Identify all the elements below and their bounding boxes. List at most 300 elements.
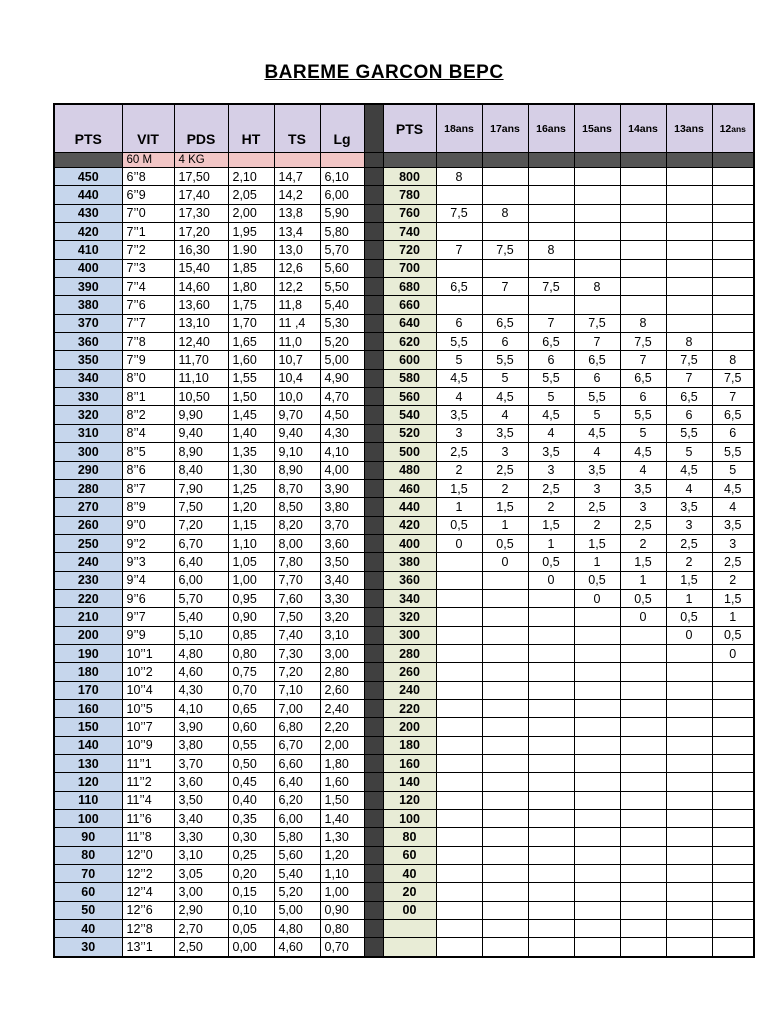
cell-age-14	[620, 901, 666, 919]
cell-ts: 13,8	[274, 204, 320, 222]
units-empty	[383, 153, 436, 168]
cell-age-15	[574, 718, 620, 736]
cell-ts: 14,2	[274, 186, 320, 204]
cell-age-15	[574, 791, 620, 809]
cell-age-15	[574, 699, 620, 717]
cell-ts: 7,50	[274, 608, 320, 626]
cell-pds: 13,10	[174, 314, 228, 332]
cell-age-13	[666, 920, 712, 938]
cell-pts2	[383, 920, 436, 938]
cell-vit: 7’’1	[122, 223, 174, 241]
cell-lg: 2,40	[320, 699, 364, 717]
cell-lg: 5,90	[320, 204, 364, 222]
table-row	[54, 296, 754, 314]
cell-pds: 4,10	[174, 699, 228, 717]
cell-pts: 440	[54, 186, 122, 204]
cell-age-12	[712, 736, 754, 754]
cell-lg: 5,20	[320, 333, 364, 351]
cell-ht: 1,40	[228, 424, 274, 442]
cell-pds: 5,40	[174, 608, 228, 626]
cell-ht: 1,65	[228, 333, 274, 351]
cell-age-13	[666, 204, 712, 222]
cell-age-12: 6,5	[712, 406, 754, 424]
separator-cell	[364, 846, 383, 864]
cell-pts: 90	[54, 828, 122, 846]
cell-pds: 7,50	[174, 498, 228, 516]
cell-ts: 7,20	[274, 663, 320, 681]
cell-age-15	[574, 663, 620, 681]
cell-age-13: 5,5	[666, 424, 712, 442]
cell-age-17	[482, 186, 528, 204]
cell-pts: 410	[54, 241, 122, 259]
cell-age-14	[620, 626, 666, 644]
cell-ts: 9,40	[274, 424, 320, 442]
cell-age-15	[574, 608, 620, 626]
cell-ts: 12,2	[274, 278, 320, 296]
cell-age-16	[528, 901, 574, 919]
cell-vit: 8’’0	[122, 369, 174, 387]
cell-lg: 2,80	[320, 663, 364, 681]
cell-pts2: 420	[383, 516, 436, 534]
cell-age-16: 3	[528, 461, 574, 479]
cell-age-15: 2	[574, 516, 620, 534]
cell-age-13: 6,5	[666, 388, 712, 406]
cell-ts: 12,6	[274, 259, 320, 277]
cell-ts: 8,90	[274, 461, 320, 479]
cell-pts: 30	[54, 938, 122, 957]
cell-age-14	[620, 718, 666, 736]
cell-age-13: 3	[666, 516, 712, 534]
cell-ht: 0,05	[228, 920, 274, 938]
cell-vit: 13’’1	[122, 938, 174, 957]
cell-age-13: 4	[666, 479, 712, 497]
header-age-17: 17ans	[482, 104, 528, 153]
cell-age-12	[712, 259, 754, 277]
units-empty	[482, 153, 528, 168]
cell-pds: 13,60	[174, 296, 228, 314]
cell-pts2: 520	[383, 424, 436, 442]
cell-age-15	[574, 168, 620, 186]
cell-pds: 7,20	[174, 516, 228, 534]
cell-age-16: 5	[528, 388, 574, 406]
table-row	[54, 644, 754, 662]
cell-ht: 0,00	[228, 938, 274, 957]
cell-age-14: 7	[620, 351, 666, 369]
cell-age-13: 0	[666, 626, 712, 644]
cell-age-14	[620, 223, 666, 241]
table-row	[54, 351, 754, 369]
cell-age-14: 1	[620, 571, 666, 589]
cell-vit: 10’’9	[122, 736, 174, 754]
cell-age-18: 1	[436, 498, 482, 516]
cell-age-13: 7	[666, 369, 712, 387]
cell-ts: 6,00	[274, 810, 320, 828]
cell-age-14: 4	[620, 461, 666, 479]
table-row	[54, 755, 754, 773]
cell-pts: 180	[54, 663, 122, 681]
cell-age-17	[482, 681, 528, 699]
cell-lg: 5,30	[320, 314, 364, 332]
table-row	[54, 938, 754, 957]
cell-age-18: 6	[436, 314, 482, 332]
cell-pds: 3,90	[174, 718, 228, 736]
cell-pts: 170	[54, 681, 122, 699]
units-empty	[54, 153, 122, 168]
cell-age-17	[482, 608, 528, 626]
cell-pts: 160	[54, 699, 122, 717]
cell-age-15	[574, 810, 620, 828]
cell-pds: 4,60	[174, 663, 228, 681]
cell-lg: 0,70	[320, 938, 364, 957]
cell-lg: 2,00	[320, 736, 364, 754]
cell-age-15	[574, 223, 620, 241]
bareme-table	[53, 103, 755, 958]
cell-pds: 3,05	[174, 865, 228, 883]
cell-age-17	[482, 296, 528, 314]
cell-pts2: 20	[383, 883, 436, 901]
cell-age-13	[666, 883, 712, 901]
cell-age-12	[712, 663, 754, 681]
cell-age-17: 0,5	[482, 534, 528, 552]
cell-age-16: 3,5	[528, 443, 574, 461]
cell-ts: 7,10	[274, 681, 320, 699]
cell-pts: 210	[54, 608, 122, 626]
units-empty	[528, 153, 574, 168]
separator-cell	[364, 663, 383, 681]
separator-cell	[364, 461, 383, 479]
cell-lg: 3,10	[320, 626, 364, 644]
cell-ts: 11,0	[274, 333, 320, 351]
cell-pts2: 560	[383, 388, 436, 406]
cell-pts2: 360	[383, 571, 436, 589]
table-row	[54, 589, 754, 607]
cell-pds: 11,10	[174, 369, 228, 387]
cell-pts2: 540	[383, 406, 436, 424]
table-row	[54, 571, 754, 589]
cell-pds: 3,40	[174, 810, 228, 828]
cell-age-14	[620, 846, 666, 864]
separator-cell	[364, 259, 383, 277]
cell-ts: 4,60	[274, 938, 320, 957]
header-age-12-number: 12	[719, 122, 732, 135]
cell-vit: 9’’9	[122, 626, 174, 644]
cell-lg: 1,40	[320, 810, 364, 828]
cell-lg: 2,20	[320, 718, 364, 736]
cell-pts2: 340	[383, 589, 436, 607]
cell-age-14	[620, 278, 666, 296]
cell-ts: 13,0	[274, 241, 320, 259]
cell-age-17: 5	[482, 369, 528, 387]
cell-ht: 1,25	[228, 479, 274, 497]
cell-pts2: 60	[383, 846, 436, 864]
cell-age-18	[436, 663, 482, 681]
cell-vit: 7’’6	[122, 296, 174, 314]
cell-ht: 0,10	[228, 901, 274, 919]
table-body	[54, 168, 754, 957]
cell-vit: 7’’4	[122, 278, 174, 296]
separator-cell	[364, 736, 383, 754]
cell-pts: 400	[54, 259, 122, 277]
cell-age-16: 2,5	[528, 479, 574, 497]
cell-pts2: 40	[383, 865, 436, 883]
cell-age-17	[482, 644, 528, 662]
cell-lg: 1,80	[320, 755, 364, 773]
cell-pds: 7,90	[174, 479, 228, 497]
table-row	[54, 846, 754, 864]
separator-cell	[364, 791, 383, 809]
cell-age-12	[712, 791, 754, 809]
cell-age-13	[666, 773, 712, 791]
cell-age-13	[666, 168, 712, 186]
cell-pts2: 160	[383, 755, 436, 773]
cell-age-16	[528, 168, 574, 186]
cell-age-17	[482, 736, 528, 754]
cell-age-14	[620, 663, 666, 681]
cell-age-12	[712, 846, 754, 864]
cell-age-12	[712, 699, 754, 717]
cell-ts: 8,20	[274, 516, 320, 534]
separator-cell	[364, 278, 383, 296]
separator-cell	[364, 351, 383, 369]
cell-age-15: 5	[574, 406, 620, 424]
header-age-16: 16ans	[528, 104, 574, 153]
separator-cell	[364, 168, 383, 186]
cell-vit: 8’’5	[122, 443, 174, 461]
cell-vit: 8’’4	[122, 424, 174, 442]
cell-age-13: 5	[666, 443, 712, 461]
table-row	[54, 810, 754, 828]
cell-vit: 9’’6	[122, 589, 174, 607]
cell-lg: 1,00	[320, 883, 364, 901]
cell-pts: 140	[54, 736, 122, 754]
cell-age-17	[482, 626, 528, 644]
cell-ts: 8,00	[274, 534, 320, 552]
cell-pds: 4,80	[174, 644, 228, 662]
cell-pts: 190	[54, 644, 122, 662]
header-age-14: 14ans	[620, 104, 666, 153]
cell-age-13	[666, 791, 712, 809]
cell-age-17	[482, 223, 528, 241]
cell-ts: 14,7	[274, 168, 320, 186]
cell-age-15	[574, 901, 620, 919]
cell-ht: 0,45	[228, 773, 274, 791]
cell-age-18	[436, 699, 482, 717]
cell-age-13	[666, 644, 712, 662]
cell-age-12: 2,5	[712, 553, 754, 571]
cell-age-16	[528, 920, 574, 938]
header-pds: PDS	[174, 104, 228, 153]
cell-ts: 5,80	[274, 828, 320, 846]
separator-cell	[364, 296, 383, 314]
cell-age-17: 4	[482, 406, 528, 424]
table-row	[54, 663, 754, 681]
cell-lg: 3,70	[320, 516, 364, 534]
table-row	[54, 241, 754, 259]
cell-age-16: 5,5	[528, 369, 574, 387]
cell-ht: 1.90	[228, 241, 274, 259]
cell-age-16	[528, 589, 574, 607]
cell-pts: 320	[54, 406, 122, 424]
cell-vit: 8’’7	[122, 479, 174, 497]
cell-pts: 330	[54, 388, 122, 406]
cell-age-15	[574, 828, 620, 846]
cell-ht: 1,85	[228, 259, 274, 277]
cell-age-13	[666, 663, 712, 681]
cell-ts: 4,80	[274, 920, 320, 938]
cell-age-17	[482, 938, 528, 957]
cell-age-14	[620, 883, 666, 901]
cell-lg: 1,20	[320, 846, 364, 864]
table-row	[54, 168, 754, 186]
cell-pds: 15,40	[174, 259, 228, 277]
cell-age-17: 8	[482, 204, 528, 222]
header-pts2: PTS	[383, 104, 436, 153]
cell-age-18	[436, 608, 482, 626]
cell-pts2: 460	[383, 479, 436, 497]
separator-cell	[364, 516, 383, 534]
cell-lg: 5,70	[320, 241, 364, 259]
cell-age-18	[436, 736, 482, 754]
cell-age-16	[528, 791, 574, 809]
cell-pds: 3,30	[174, 828, 228, 846]
cell-vit: 8’’1	[122, 388, 174, 406]
cell-age-14: 6,5	[620, 369, 666, 387]
cell-lg: 3,20	[320, 608, 364, 626]
table-row	[54, 278, 754, 296]
cell-ts: 6,20	[274, 791, 320, 809]
cell-vit: 12’’8	[122, 920, 174, 938]
table-row	[54, 920, 754, 938]
cell-ht: 0,90	[228, 608, 274, 626]
cell-age-14	[620, 828, 666, 846]
cell-ht: 0,85	[228, 626, 274, 644]
table-row	[54, 553, 754, 571]
cell-age-17: 6,5	[482, 314, 528, 332]
cell-vit: 9’’7	[122, 608, 174, 626]
cell-pds: 3,60	[174, 773, 228, 791]
cell-pts: 340	[54, 369, 122, 387]
cell-vit: 11’’8	[122, 828, 174, 846]
cell-vit: 8’’6	[122, 461, 174, 479]
cell-age-14: 5,5	[620, 406, 666, 424]
header-pts: PTS	[54, 104, 122, 153]
cell-pts: 220	[54, 589, 122, 607]
cell-age-18	[436, 553, 482, 571]
cell-age-12: 1	[712, 608, 754, 626]
separator-cell	[364, 883, 383, 901]
cell-ts: 10,7	[274, 351, 320, 369]
cell-pts: 100	[54, 810, 122, 828]
cell-ht: 0,25	[228, 846, 274, 864]
cell-age-15	[574, 241, 620, 259]
cell-ts: 6,60	[274, 755, 320, 773]
cell-age-13: 3,5	[666, 498, 712, 516]
cell-age-18	[436, 901, 482, 919]
cell-age-15: 5,5	[574, 388, 620, 406]
cell-age-13: 2	[666, 553, 712, 571]
cell-lg: 5,40	[320, 296, 364, 314]
cell-age-13	[666, 810, 712, 828]
cell-ht: 1,15	[228, 516, 274, 534]
cell-age-18: 4,5	[436, 369, 482, 387]
cell-ht: 0,75	[228, 663, 274, 681]
cell-pds: 6,70	[174, 534, 228, 552]
cell-age-17	[482, 571, 528, 589]
cell-pts: 110	[54, 791, 122, 809]
cell-age-16	[528, 223, 574, 241]
cell-pds: 17,40	[174, 186, 228, 204]
separator-cell	[364, 388, 383, 406]
cell-vit: 11’’2	[122, 773, 174, 791]
cell-vit: 7’’3	[122, 259, 174, 277]
cell-age-13	[666, 828, 712, 846]
cell-age-16	[528, 186, 574, 204]
cell-age-14: 2	[620, 534, 666, 552]
cell-pts2: 580	[383, 369, 436, 387]
cell-age-18	[436, 644, 482, 662]
cell-vit: 9’’4	[122, 571, 174, 589]
cell-pts2: 120	[383, 791, 436, 809]
cell-lg: 0,90	[320, 901, 364, 919]
cell-age-13: 7,5	[666, 351, 712, 369]
cell-age-15	[574, 883, 620, 901]
table-row	[54, 608, 754, 626]
cell-pts: 130	[54, 755, 122, 773]
cell-age-18	[436, 865, 482, 883]
table-row	[54, 333, 754, 351]
cell-age-15: 7	[574, 333, 620, 351]
cell-age-15: 3,5	[574, 461, 620, 479]
unit-lg	[320, 153, 364, 168]
separator-cell	[364, 443, 383, 461]
cell-pts2: 320	[383, 608, 436, 626]
units-empty	[666, 153, 712, 168]
cell-pds: 9,90	[174, 406, 228, 424]
cell-age-15: 0	[574, 589, 620, 607]
cell-pts2: 600	[383, 351, 436, 369]
separator-cell	[364, 773, 383, 791]
cell-pts: 300	[54, 443, 122, 461]
cell-age-13	[666, 186, 712, 204]
cell-age-16: 2	[528, 498, 574, 516]
cell-ht: 0,15	[228, 883, 274, 901]
cell-pts2: 380	[383, 553, 436, 571]
cell-age-18	[436, 681, 482, 699]
cell-age-14: 4,5	[620, 443, 666, 461]
cell-age-15: 4	[574, 443, 620, 461]
cell-ht: 2,00	[228, 204, 274, 222]
cell-pts: 310	[54, 424, 122, 442]
cell-age-14	[620, 920, 666, 938]
cell-vit: 8’’9	[122, 498, 174, 516]
cell-age-16: 1	[528, 534, 574, 552]
cell-age-13	[666, 223, 712, 241]
cell-pts: 450	[54, 168, 122, 186]
cell-age-13: 0,5	[666, 608, 712, 626]
cell-age-17: 0	[482, 553, 528, 571]
cell-age-18	[436, 810, 482, 828]
cell-vit: 7’’2	[122, 241, 174, 259]
cell-age-17: 1	[482, 516, 528, 534]
table-row	[54, 204, 754, 222]
cell-age-12: 7	[712, 388, 754, 406]
separator-cell	[364, 589, 383, 607]
cell-vit: 10’’1	[122, 644, 174, 662]
separator-cell	[364, 699, 383, 717]
separator-cell	[364, 553, 383, 571]
cell-age-13: 8	[666, 333, 712, 351]
separator-cell	[364, 186, 383, 204]
